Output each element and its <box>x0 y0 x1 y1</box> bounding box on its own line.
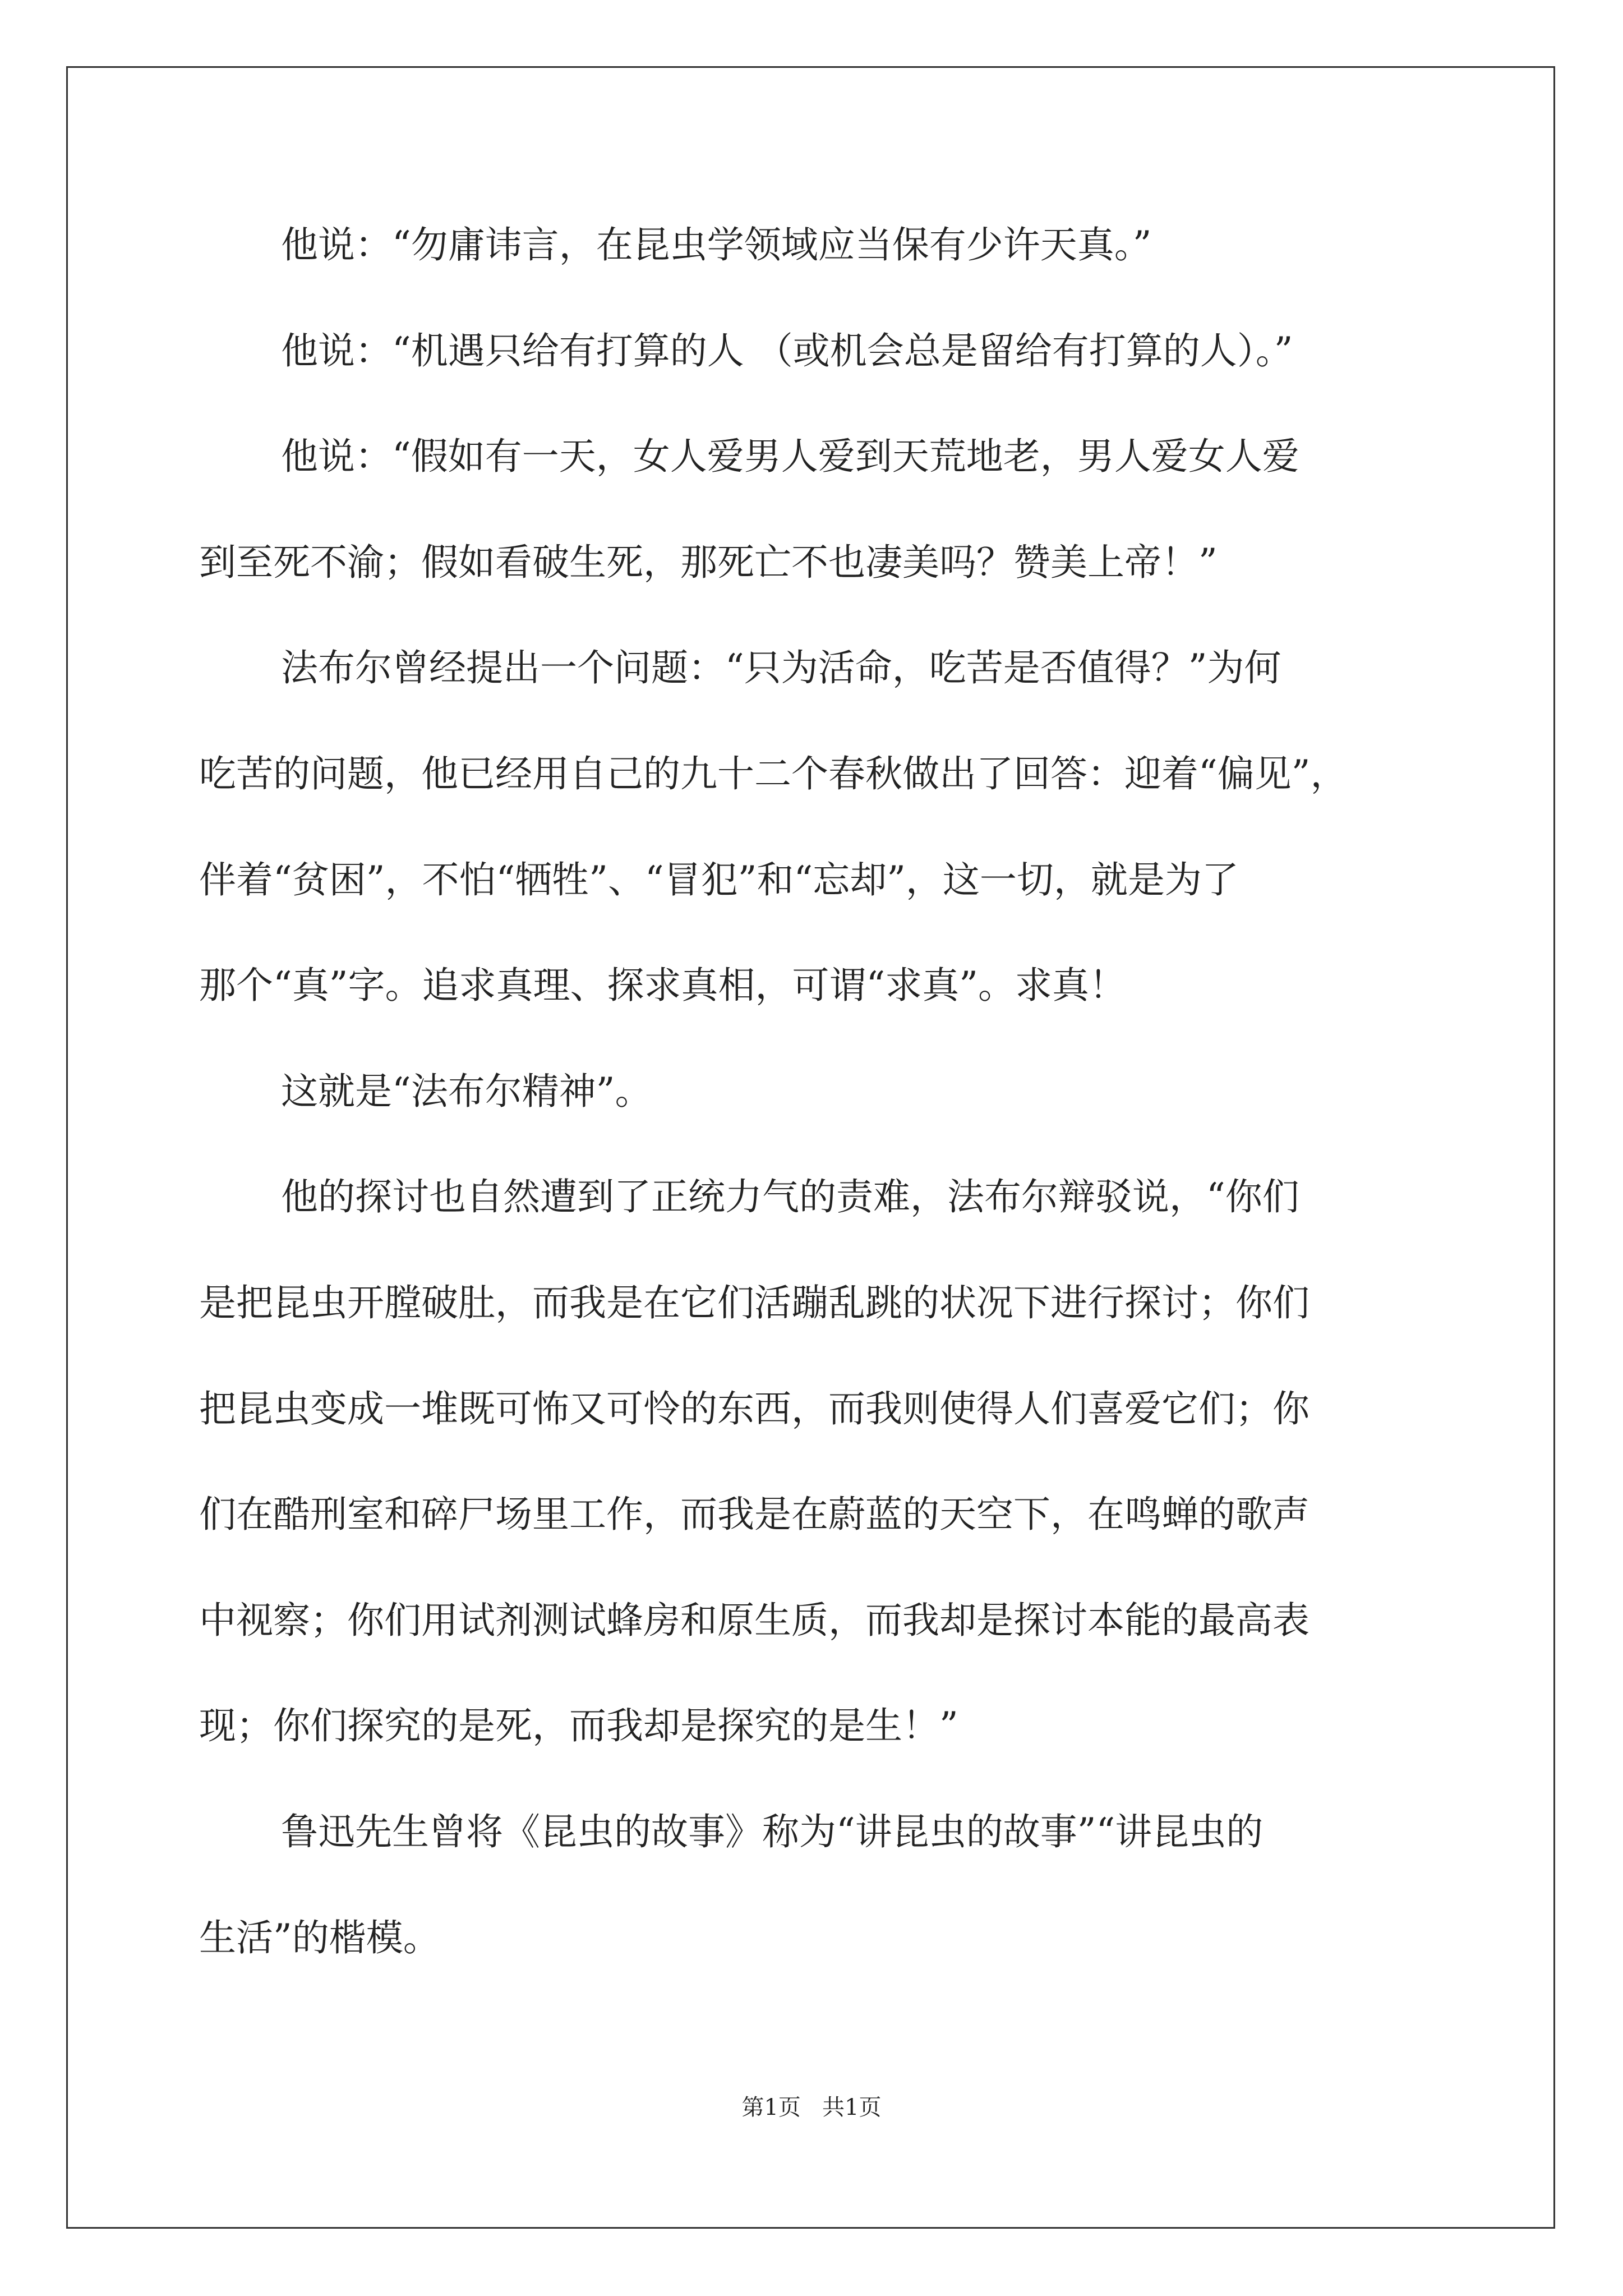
text-line: 法布尔曾经提出一个问题：“只为活命，吃苦是否值得？”为何 <box>281 646 1281 690</box>
text-line: 生活”的楷模。 <box>199 1916 440 1959</box>
text-line: 中视察；你们用试剂测试蜂房和原生质，而我却是探讨本能的最高表 <box>199 1598 1310 1642</box>
text-line: 他的探讨也自然遭到了正统力气的责难，法布尔辩驳说，“你们 <box>281 1175 1299 1219</box>
document-body <box>199 219 1433 2017</box>
text-line: 把昆虫变成一堆既可怖又可怜的东西，而我则使得人们喜爱它们；你 <box>199 1387 1310 1430</box>
text-line: 鲁迅先生曾将《昆虫的故事》称为“讲昆虫的故事”“讲昆虫的 <box>281 1810 1264 1853</box>
text-line: 伴着“贫困”，不怕“牺牲”、“冒犯”和“忘却”，这一切，就是为了 <box>199 858 1239 901</box>
text-line: 他说：“勿庸讳言，在昆虫学领域应当保有少许天真。” <box>281 223 1152 266</box>
text-line: 这就是“法布尔精神”。 <box>281 1069 652 1113</box>
text-line: 那个“真”字。追求真理、探求真相，可谓“求真”。求真！ <box>199 964 1126 1007</box>
text-line: 到至死不渝；假如看破生死，那死亡不也凄美吗？赞美上帝！” <box>199 540 1218 584</box>
text-line: 他说：“机遇只给有打算的人 （或机会总是留给有打算的人）。” <box>281 329 1293 372</box>
page-footer: 第1页 共1页 <box>741 2095 882 2120</box>
text-line: 们在酷刑室和碎尸场里工作，而我是在蔚蓝的天空下，在鸣蝉的歌声 <box>199 1493 1310 1536</box>
text-line: 吃苦的问题，他已经用自己的九十二个春秋做出了回答：迎着“偏见”， <box>199 752 1348 795</box>
text-line: 是把昆虫开膛破肚，而我是在它们活蹦乱跳的状况下进行探讨；你们 <box>199 1281 1310 1324</box>
text-line: 他说：“假如有一天，女人爱男人爱到天荒地老，男人爱女人爱 <box>281 435 1299 478</box>
text-line: 现；你们探究的是死，而我却是探究的是生！” <box>199 1704 958 1748</box>
